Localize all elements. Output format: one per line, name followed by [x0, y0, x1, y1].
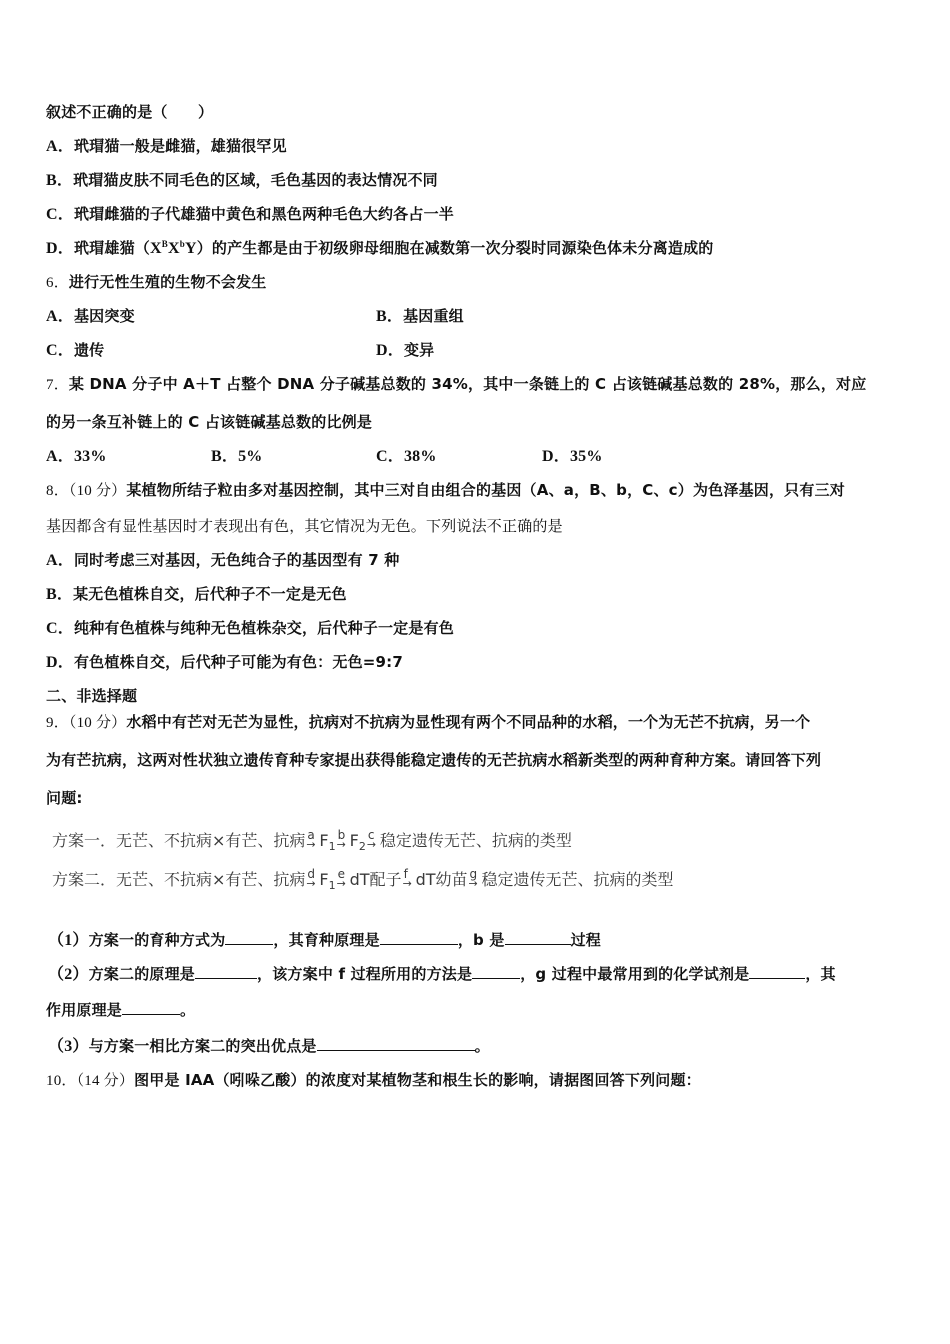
- option-label: A．: [46, 138, 74, 155]
- arrow-icon: b →: [336, 828, 346, 851]
- answer-blank[interactable]: [505, 930, 571, 945]
- q7-option-c: C．38%: [376, 448, 437, 465]
- q7-option-d: D．35%: [542, 448, 603, 465]
- q5-option-c: [46, 204, 454, 225]
- scheme-two-diagram: 方案二．无芒、不抗病×有芒、抗病 d → $F_1$ e → dT配子 f → dT幼苗 g → 稳定遗传无芒、抗病的类型: [52, 867, 674, 892]
- option-text-before: 玳瑁雄猫（: [73, 239, 150, 257]
- q8-stem-line1: 8．（10 分）某植物所结子粒由多对基因控制，其中三对自由组合的基因（A、a，B、b，C、c）为色泽基因，只有三对: [46, 481, 845, 499]
- q8-option-d: D．有色植株自交，后代种子可能为有色：无色=9:7: [46, 653, 404, 671]
- q6-option-a: A．基因突变: [46, 307, 135, 325]
- q9-sub1: （1）方案一的育种方式为 ，其育种原理是 ，b 是 过程: [48, 931, 601, 949]
- answer-blank[interactable]: [195, 964, 257, 979]
- arrow-icon: e →: [336, 867, 346, 890]
- answer-blank[interactable]: [225, 930, 273, 945]
- q7-option-a: A．33%: [46, 448, 107, 465]
- section-heading: 二、非选择题: [46, 687, 138, 705]
- scheme-one-diagram: 方案一．无芒、不抗病×有芒、抗病 a → $F_1$ b → $F_2$ c → 稳定遗传无芒、抗病的类型: [52, 828, 572, 853]
- question-number: 10．: [46, 1073, 77, 1089]
- q8-option-b: B．某无色植株自交，后代种子不一定是无色: [46, 585, 347, 603]
- answer-blank[interactable]: [380, 930, 458, 945]
- q9-sub2-line2: 作用原理是 。: [46, 1001, 196, 1019]
- answer-blank[interactable]: [317, 1036, 475, 1051]
- q6-option-b: B．基因重组: [376, 307, 464, 325]
- q5-option-b: [46, 170, 438, 191]
- q7-stem-line2: 的另一条互补链上的 C 占该链碱基总数的比例是: [46, 413, 373, 431]
- q9-stem-line3: 问题:: [46, 789, 83, 807]
- q9-stem-line1: 9．（10 分）水稻中有芒对无芒为显性，抗病对不抗病为显性现有两个不同品种的水稻，一个为无芒不抗病，另一个: [46, 713, 811, 731]
- arrow-icon: d →: [306, 867, 316, 890]
- question-number: 8．: [46, 483, 69, 499]
- q9-sub2: （2）方案二的原理是 ，该方案中 f 过程所用的方法是 ，g 过程中最常用到的化学试剂是 ，其: [48, 965, 836, 983]
- genotype: $X^BX^bY$: [149, 239, 197, 257]
- question-score: （10 分）: [68, 715, 127, 731]
- arrow-icon: g →: [468, 867, 478, 890]
- option-label: B．: [46, 172, 74, 189]
- q7-stem-line1: [46, 374, 866, 395]
- answer-blank[interactable]: [122, 1000, 180, 1015]
- q7-stem-text: 某 DNA 分子中 A＋T 占整个 DNA 分子碱基总数的 34%，其中一条链上的 C 占该链碱基总数的 28%，那么，对应: [68, 375, 867, 393]
- option-label: C．: [46, 206, 74, 223]
- q5-stem: [46, 102, 213, 122]
- q6-stem-text: 进行无性生殖的生物不会发生: [68, 273, 267, 291]
- q6-stem: [46, 272, 267, 293]
- q5-option-a: [46, 136, 287, 157]
- option-label: D．: [46, 240, 74, 257]
- option-text-after: ）的产生都是由于初级卵母细胞在减数第一次分裂时同源染色体未分离造成的: [196, 239, 714, 257]
- question-number: 7．: [46, 377, 69, 393]
- q9-sub3: （3）与方案一相比方案二的突出优点是 。: [48, 1037, 490, 1055]
- q8-option-a: A．同时考虑三对基因，无色纯合子的基因型有 7 种: [46, 551, 400, 569]
- arrow-icon: a →: [306, 828, 316, 851]
- q8-stem-line2: 基因都含有显性基因时才表现出有色，其它情况为无色。下列说法不正确的是: [46, 517, 563, 535]
- q5-stem-text: 叙述不正确的是（ ）: [46, 103, 214, 121]
- q10-stem: 10．（14 分）图甲是 IAA（吲哚乙酸）的浓度对某植物茎和根生长的影响，请据图回答下列问题：: [46, 1071, 701, 1089]
- question-score: （14 分）: [76, 1073, 135, 1089]
- answer-blank[interactable]: [472, 964, 520, 979]
- answer-blank[interactable]: [749, 964, 805, 979]
- question-score: （10 分）: [68, 483, 127, 499]
- question-number: 6．: [46, 275, 69, 291]
- q6-option-d: D．变异: [376, 341, 435, 359]
- q8-option-c: C．纯种有色植株与纯种无色植株杂交，后代种子一定是有色: [46, 619, 454, 637]
- question-number: 9．: [46, 715, 69, 731]
- option-text: 玳瑁雌猫的子代雄猫中黄色和黑色两种毛色大约各占一半: [73, 205, 454, 223]
- q5-option-d: [46, 238, 714, 259]
- arrow-icon: f →: [402, 867, 412, 890]
- q6-option-c: C．遗传: [46, 341, 105, 359]
- q9-stem-line2: 为有芒抗病，这两对性状独立遗传育种专家提出获得能稳定遗传的无芒抗病水稻新类型的两种育种方案。请回答下列: [46, 751, 822, 769]
- option-text: 玳瑁猫一般是雌猫，雄猫很罕见: [73, 137, 287, 155]
- q7-option-b: B．5%: [211, 448, 263, 465]
- arrow-icon: c →: [366, 828, 377, 851]
- option-text: 玳瑁猫皮肤不同毛色的区域，毛色基因的表达情况不同: [73, 171, 438, 189]
